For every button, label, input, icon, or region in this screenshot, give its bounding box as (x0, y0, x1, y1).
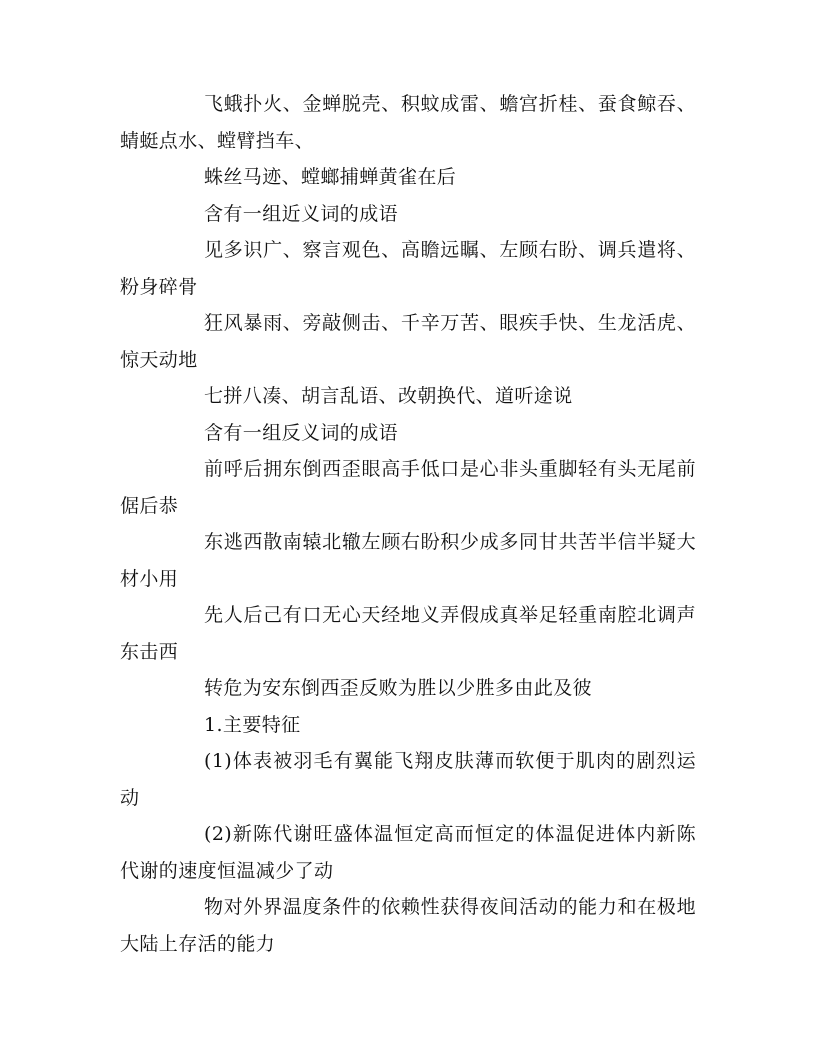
paragraph-antonym-idioms-1: 前呼后拥东倒西歪眼高手低口是心非头重脚轻有头无尾前倨后恭 (120, 458, 696, 517)
paragraph-feature-2: (2)新陈代谢旺盛体温恒定高而恒定的体温促进体内新陈代谢的速度恒温减少了动 (120, 823, 696, 882)
heading-antonym-idioms: 含有一组反义词的成语 (204, 421, 399, 444)
paragraph-antonym-idioms-3: 先人后己有口无心天经地义弄假成真举足轻重南腔北调声东击西 (120, 604, 696, 663)
document-body (120, 86, 696, 962)
paragraph-antonym-idioms-2: 东逃西散南辕北辙左顾右盼积少成多同甘共苦半信半疑大材小用 (120, 531, 696, 590)
paragraph-insect-idioms-continued: 蛛丝马迹、螳螂捕蝉黄雀在后 (204, 166, 457, 188)
paragraph-synonym-idioms-3: 七拼八凑、胡言乱语、改朝换代、道听途说 (204, 385, 573, 407)
paragraph-synonym-idioms-2: 狂风暴雨、旁敲侧击、千辛万苦、眼疾手快、生龙活虎、惊天动地 (120, 312, 696, 371)
paragraph-feature-1: (1)体表被羽毛有翼能飞翔皮肤薄而软便于肌肉的剧烈运动 (120, 750, 696, 809)
paragraph-insect-idioms: 飞蛾扑火、金蝉脱壳、积蚊成雷、蟾宫折桂、蚕食鲸吞、蜻蜓点水、螳臂挡车、 (120, 93, 696, 152)
paragraph-antonym-idioms-4: 转危为安东倒西歪反败为胜以少胜多由此及彼 (204, 677, 593, 699)
paragraph-synonym-idioms-1: 见多识广、察言观色、高瞻远瞩、左顾右盼、调兵遣将、粉身碎骨 (120, 239, 696, 298)
heading-main-features: 1.主要特征 (204, 713, 301, 736)
heading-synonym-idioms: 含有一组近义词的成语 (204, 202, 399, 225)
paragraph-feature-2-continued: 物对外界温度条件的依赖性获得夜间活动的能力和在极地大陆上存活的能力 (120, 896, 696, 955)
